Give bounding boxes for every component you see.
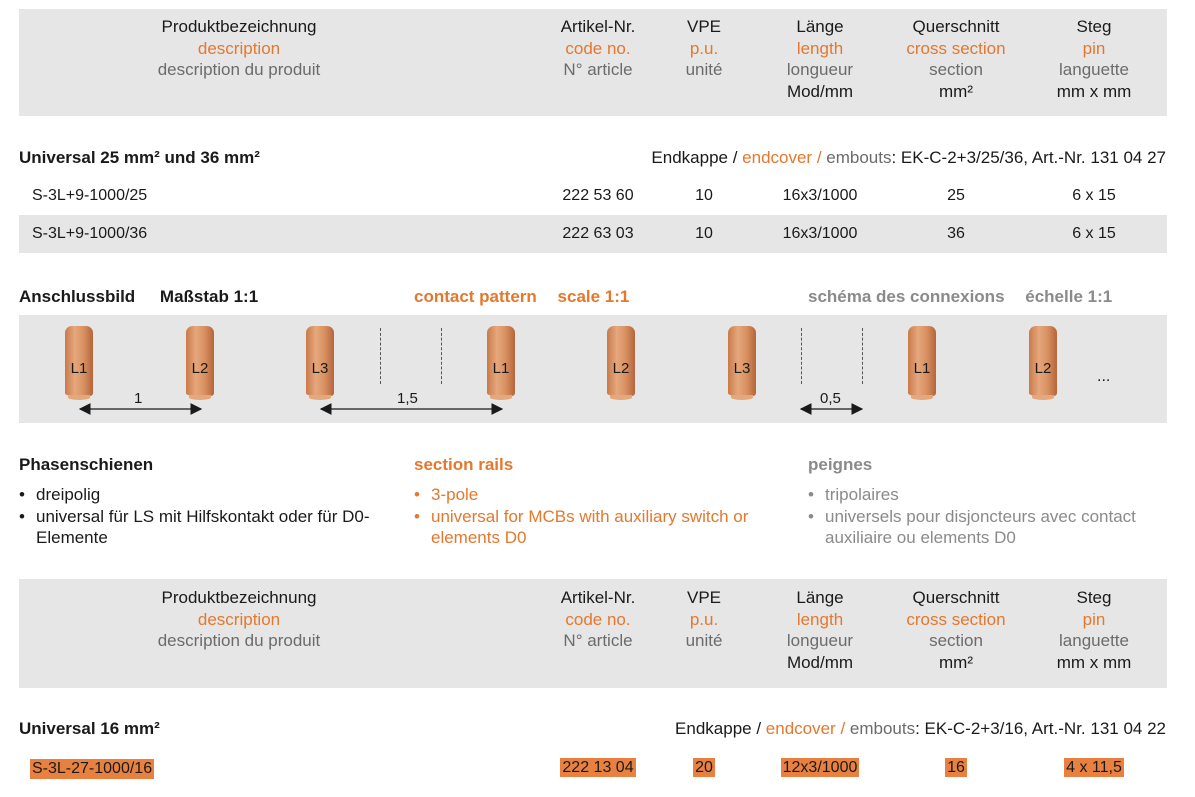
header-cross-en: cross section (906, 38, 1006, 58)
connector-l2 (186, 326, 214, 396)
header-pin-en: pin (1082, 609, 1106, 629)
header-cross-de: Querschnitt (912, 17, 1000, 36)
header-product (109, 587, 369, 652)
header-cross-en: cross section (906, 609, 1006, 629)
dimension-arrows (0, 395, 1195, 425)
header-article-en: code no. (565, 38, 631, 58)
list-item: • universal für LS mit Hilfskontakt oder für D0-Elemente (19, 506, 379, 549)
header-length (765, 16, 875, 102)
header-article (538, 16, 658, 81)
connector-l2 (1029, 326, 1057, 396)
list-item: • tripolaires (808, 484, 1173, 506)
row-length-cell (765, 759, 875, 777)
header-length-unit: Mod/mm (786, 81, 854, 101)
section1-endcap-en: endcover / (742, 148, 822, 167)
header-pin (1039, 16, 1149, 102)
header-vpe-en: p.u. (689, 609, 719, 629)
header-pin-fr: languette (1059, 60, 1129, 79)
connector-label: L1 (70, 360, 88, 377)
rails-list-en (414, 484, 784, 549)
header-article-fr: N° article (563, 631, 633, 650)
row-article: 222 63 03 (562, 225, 634, 242)
header-length-unit: Mod/mm (786, 652, 854, 672)
header-vpe-en: p.u. (689, 38, 719, 58)
header-vpe-fr: unité (685, 60, 723, 79)
header-product-de: Produktbezeichnung (161, 17, 317, 36)
pattern-fr: schéma des connexions (808, 287, 1005, 306)
header-length-en: length (796, 38, 844, 58)
row-length: 12x3/1000 (782, 759, 858, 776)
header-pin-unit: mm x mm (1056, 652, 1132, 672)
header-cross (896, 587, 1016, 673)
connector-label: L2 (191, 360, 209, 377)
row-cross: 36 (947, 225, 965, 242)
header-length (765, 587, 875, 673)
rails-title-fr: peignes (808, 455, 873, 474)
row-vpe: 10 (695, 225, 713, 242)
connector-label: L2 (1034, 360, 1052, 377)
connector-label: L1 (913, 360, 931, 377)
rails-list-fr (808, 484, 1173, 549)
row-cross: 25 (947, 187, 965, 204)
list-item: • universal for MCBs with auxiliary switch or elements D0 (414, 506, 784, 549)
row-article-cell (538, 759, 658, 777)
header-pin (1039, 587, 1149, 673)
row-article: 222 13 04 (562, 759, 634, 776)
pattern-en: contact pattern (414, 287, 537, 306)
row-name: S-3L-27-1000/16 (32, 760, 153, 777)
header-vpe-fr: unité (685, 631, 723, 650)
header-vpe (664, 16, 744, 81)
header-cross-fr: section (929, 60, 983, 79)
header-length-de: Länge (796, 588, 844, 607)
header-cross-unit: mm² (939, 81, 973, 101)
connector-l3 (728, 326, 756, 396)
row-pin-cell (1039, 759, 1149, 777)
row-article: 222 53 60 (562, 187, 634, 204)
header-article-de: Artikel-Nr. (560, 588, 636, 607)
list-item: • 3-pole (414, 484, 784, 506)
dash-line (380, 328, 381, 384)
section2-endcap-rest: : EK-C-2+3/16, Art.-Nr. 131 04 22 (915, 719, 1166, 738)
rails-list-de (19, 484, 379, 549)
header-product-de: Produktbezeichnung (161, 588, 317, 607)
header-product-fr: description du produit (157, 60, 321, 79)
header-cross-de: Querschnitt (912, 588, 1000, 607)
connector-label: L2 (612, 360, 630, 377)
header-article-de: Artikel-Nr. (560, 17, 636, 36)
row-pin: 4 x 11,5 (1066, 759, 1122, 776)
list-item: • universels pour disjoncteurs avec contact auxiliaire ou elements D0 (808, 506, 1173, 549)
connector-label: L3 (733, 360, 751, 377)
table-row (19, 215, 1167, 253)
header-article (538, 587, 658, 652)
section1-endcap (651, 148, 1166, 168)
dim-label-0-5: 0,5 (820, 390, 841, 407)
rails-title-de: Phasenschienen (19, 455, 154, 474)
list-item: • dreipolig (19, 484, 379, 506)
row-name: S-3L+9-1000/36 (32, 225, 148, 242)
dash-line (801, 328, 802, 384)
header-length-en: length (796, 609, 844, 629)
header-pin-fr: languette (1059, 631, 1129, 650)
row-vpe: 20 (695, 759, 713, 776)
dim-label-1: 1 (134, 390, 143, 407)
header-vpe (664, 587, 744, 652)
pattern-title-de (19, 287, 258, 307)
header-length-fr: longueur (786, 60, 854, 79)
pattern-de: Anschlussbild (19, 287, 136, 306)
section2-endcap-en: endcover / (765, 719, 846, 738)
connector-l1 (908, 326, 936, 396)
connector-l1 (487, 326, 515, 396)
header-product-en: description (197, 609, 281, 629)
section1-endcap-fr: embouts (826, 148, 892, 167)
header-length-de: Länge (796, 17, 844, 36)
row-vpe-cell (664, 759, 744, 777)
pattern-title-en (414, 287, 629, 307)
section1-endcap-rest: : EK-C-2+3/25/36, Art.-Nr. 131 04 27 (891, 148, 1166, 167)
rails-title-en: section rails (414, 455, 514, 474)
section1-title: Universal 25 mm² und 36 mm² (19, 148, 260, 167)
header-article-fr: N° article (563, 60, 633, 79)
header-pin-unit: mm x mm (1056, 81, 1132, 101)
section2-title: Universal 16 mm² (19, 719, 160, 738)
dash-line (441, 328, 442, 384)
header-product-en: description (197, 38, 281, 58)
dash-line (862, 328, 863, 384)
header-vpe-de: VPE (686, 588, 722, 607)
row-cross: 16 (947, 759, 965, 776)
row-length: 16x3/1000 (782, 187, 858, 204)
pattern-title-fr (808, 287, 1112, 307)
row-length: 16x3/1000 (782, 225, 858, 242)
header-cross (896, 16, 1016, 102)
header-pin-de: Steg (1076, 588, 1112, 607)
connector-l2 (607, 326, 635, 396)
section1-endcap-de: Endkappe / (651, 148, 738, 167)
header-pin-de: Steg (1076, 17, 1112, 36)
table-row (19, 177, 1167, 215)
header-length-fr: longueur (786, 631, 854, 650)
header-article-en: code no. (565, 609, 631, 629)
connector-label: L3 (311, 360, 329, 377)
row-name: S-3L+9-1000/25 (32, 187, 148, 204)
header-product (109, 16, 369, 81)
connector-label: L1 (492, 360, 510, 377)
header-cross-fr: section (929, 631, 983, 650)
header-vpe-de: VPE (686, 17, 722, 36)
connector-l3 (306, 326, 334, 396)
dim-label-1-5: 1,5 (397, 390, 418, 407)
header-pin-en: pin (1082, 38, 1106, 58)
table-row (19, 750, 1167, 788)
header-cross-unit: mm² (939, 652, 973, 672)
row-cross-cell (896, 759, 1016, 777)
pattern-ellipsis: ... (1097, 368, 1111, 385)
row-vpe: 10 (695, 187, 713, 204)
section2-endcap (675, 719, 1166, 739)
connector-l1 (65, 326, 93, 396)
pattern-de-scale: Maßstab 1:1 (159, 287, 259, 306)
section2-endcap-fr: embouts (849, 719, 916, 738)
pattern-en-scale: scale 1:1 (557, 287, 630, 306)
row-pin: 6 x 15 (1072, 225, 1116, 242)
pattern-fr-scale: échelle 1:1 (1025, 287, 1113, 306)
section2-endcap-de: Endkappe / (675, 719, 762, 738)
header-product-fr: description du produit (157, 631, 321, 650)
row-pin: 6 x 15 (1072, 187, 1116, 204)
